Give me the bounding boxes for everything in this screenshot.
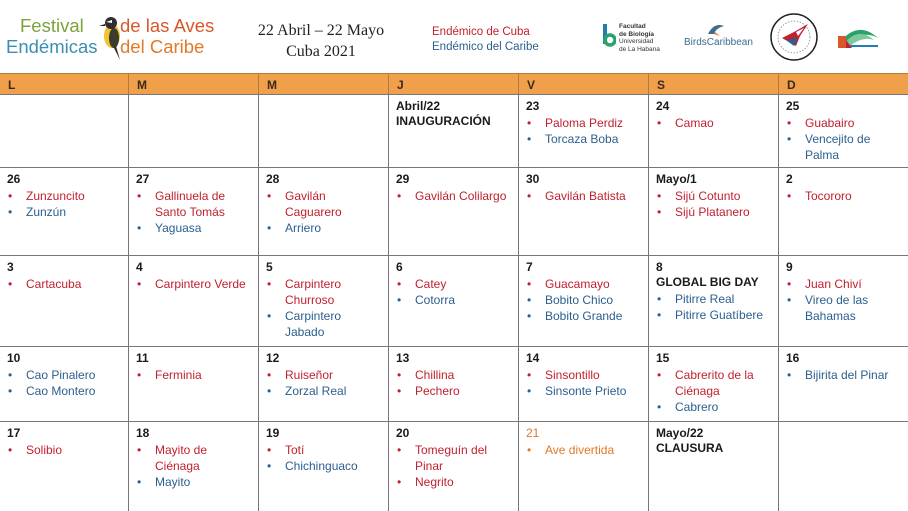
bird-item: • Tomeguín del Pinar xyxy=(396,442,512,474)
calendar-day-cell xyxy=(649,422,779,511)
facultad-line-3: Universidad xyxy=(619,38,654,45)
day-number: 19 xyxy=(266,426,280,440)
calendar-day-cell xyxy=(129,95,259,167)
bird-item: • Negrito xyxy=(396,474,512,490)
bird-list xyxy=(266,188,382,236)
day-header-wednesday: M xyxy=(259,74,389,94)
day-number: 23 xyxy=(526,99,540,113)
bird-item: • Guabairo xyxy=(786,115,902,131)
facultad-biologia-logo xyxy=(602,22,666,54)
calendar-day-cell xyxy=(0,422,129,511)
bird-item: • Cartacuba xyxy=(7,276,122,292)
bird-list xyxy=(656,188,772,220)
bird-list xyxy=(7,367,122,399)
calendar-day-cell xyxy=(779,168,908,255)
calendar-day-cell xyxy=(779,347,908,421)
calendar-day-cell xyxy=(129,422,259,511)
day-number: 20 xyxy=(396,426,410,440)
sponsor-logos xyxy=(600,12,900,62)
bird-item: • Chillina xyxy=(396,367,512,383)
calendar-day-cell xyxy=(259,95,389,167)
calendar-day-cell xyxy=(129,168,259,255)
bird-item: • Zunzún xyxy=(7,204,122,220)
bird-item: • Pitirre Real xyxy=(656,291,772,307)
bird-list xyxy=(136,276,252,292)
calendar-day-cell xyxy=(519,256,649,346)
bird-item: • Paloma Perdiz xyxy=(526,115,642,131)
bird-item: • Ave divertida xyxy=(526,442,642,458)
calendar-week xyxy=(0,256,908,347)
calendar-day-cell xyxy=(779,95,908,167)
calendar-week xyxy=(0,168,908,256)
bird-list xyxy=(7,442,122,458)
bird-list xyxy=(396,276,512,308)
calendar-day-cell xyxy=(519,168,649,255)
day-number: 30 xyxy=(526,172,540,186)
bird-list xyxy=(396,188,512,204)
bird-item: • Gavilán Colilargo xyxy=(396,188,512,204)
bird-item: • Cabrerito de la Ciénaga xyxy=(656,367,772,399)
bird-item: • Bobito Grande xyxy=(526,308,642,324)
calendar-day-cell xyxy=(259,168,389,255)
bird-list xyxy=(786,188,902,204)
calendar-day-cell xyxy=(389,347,519,421)
calendar-week xyxy=(0,422,908,511)
bird-list xyxy=(136,442,252,490)
calendar-day-cell xyxy=(649,95,779,167)
day-number: 9 xyxy=(786,260,793,274)
bird-item: • Zunzuncito xyxy=(7,188,122,204)
day-number: 12 xyxy=(266,351,280,365)
day-header-monday: L xyxy=(0,74,129,94)
calendar-day-cell xyxy=(389,95,519,167)
calendar-week xyxy=(0,95,908,168)
bird-logo-icon xyxy=(98,14,126,62)
day-number: 18 xyxy=(136,426,150,440)
legend-cuba: Endémico de Cuba xyxy=(432,26,530,38)
festival-dates xyxy=(236,20,406,62)
bird-item: • Solibio xyxy=(7,442,122,458)
day-header-row xyxy=(0,73,908,95)
bird-item: • Cabrero xyxy=(656,399,772,415)
date-range: 22 Abril – 22 Mayo xyxy=(257,22,385,39)
bird-list xyxy=(396,442,512,490)
aves-cuba-logo xyxy=(834,20,882,52)
calendar-day-cell xyxy=(389,422,519,511)
event-note: INAUGURACIÓN xyxy=(396,114,491,128)
title-festival: Festival xyxy=(20,15,84,36)
birds-caribbean-logo xyxy=(684,22,762,54)
bird-item: • Mayito de Ciénaga xyxy=(136,442,252,474)
calendar-day-cell xyxy=(779,256,908,346)
calendar-day-cell xyxy=(129,347,259,421)
facultad-line-4: de La Habana xyxy=(619,45,660,53)
bird-list xyxy=(656,367,772,415)
calendar-day-cell xyxy=(649,347,779,421)
bird-item: • Carpintero Churroso xyxy=(266,276,382,308)
bird-list xyxy=(786,276,902,324)
calendar-day-cell xyxy=(129,256,259,346)
bird-item: • Carpintero Verde xyxy=(136,276,252,292)
bird-list xyxy=(266,442,382,474)
bird-item: • Sinsontillo xyxy=(526,367,642,383)
birds-caribbean-text: BirdsCaribbean xyxy=(684,37,753,48)
day-number: 25 xyxy=(786,99,800,113)
bird-item: • Bobito Chico xyxy=(526,292,642,308)
bird-list xyxy=(266,367,382,399)
bird-list xyxy=(526,276,642,324)
sociedad-zoologica-logo xyxy=(768,12,820,62)
day-number: Abril/22 xyxy=(396,99,441,113)
bird-item: • Cotorra xyxy=(396,292,512,308)
calendar-day-cell xyxy=(0,168,129,255)
calendar-day-cell xyxy=(259,347,389,421)
bird-item: • Arriero xyxy=(266,220,382,236)
bird-list xyxy=(656,291,772,323)
bird-item: • Cao Pinalero xyxy=(7,367,122,383)
day-number: 3 xyxy=(7,260,14,274)
legend-caribe: Endémico del Caribe xyxy=(432,41,539,53)
place-year: Cuba 2021 xyxy=(286,43,356,60)
bird-item: • Tocororo xyxy=(786,188,902,204)
bird-item: • Vireo de las Bahamas xyxy=(786,292,902,324)
day-number: 6 xyxy=(396,260,403,274)
day-number: 26 xyxy=(7,172,21,186)
facultad-mark-icon xyxy=(602,24,616,48)
day-number: 21 xyxy=(526,426,540,440)
event-note: GLOBAL BIG DAY xyxy=(656,275,759,289)
calendar-day-cell xyxy=(519,422,649,511)
facultad-line-1: Facultad xyxy=(619,23,646,30)
day-number: 17 xyxy=(7,426,21,440)
day-number: 27 xyxy=(136,172,150,186)
bird-item: • Pitirre Guatíbere xyxy=(656,307,772,323)
day-number: 11 xyxy=(136,351,149,365)
bird-list xyxy=(526,115,642,147)
calendar-day-cell xyxy=(779,422,908,511)
bird-item: • Cao Montero xyxy=(7,383,122,399)
calendar-day-cell xyxy=(0,95,129,167)
birds-caribbean-bird-icon xyxy=(706,22,726,38)
bird-item: • Pechero xyxy=(396,383,512,399)
day-number: Mayo/1 xyxy=(656,172,697,186)
bird-item: • Juan Chiví xyxy=(786,276,902,292)
bird-item: • Catey xyxy=(396,276,512,292)
bird-list xyxy=(7,276,122,292)
calendar-day-cell xyxy=(389,256,519,346)
calendar-day-cell xyxy=(259,422,389,511)
calendar-week xyxy=(0,347,908,422)
bird-list xyxy=(786,367,902,383)
bird-item: • Gavilán Batista xyxy=(526,188,642,204)
bird-list xyxy=(526,188,642,204)
day-number: 5 xyxy=(266,260,273,274)
bird-item: • Sinsonte Prieto xyxy=(526,383,642,399)
bird-item: • Bijirita del Pinar xyxy=(786,367,902,383)
bird-list xyxy=(526,442,642,458)
bird-item: • Yaguasa xyxy=(136,220,252,236)
calendar-day-cell xyxy=(389,168,519,255)
day-number: 29 xyxy=(396,172,410,186)
title-endemicas: Endémicas xyxy=(6,36,98,57)
calendar-weeks xyxy=(0,95,908,511)
day-number: 4 xyxy=(136,260,143,274)
bird-item: • Totí xyxy=(266,442,382,458)
calendar-day-cell xyxy=(649,256,779,346)
day-header-saturday: S xyxy=(649,74,779,94)
bird-list xyxy=(266,276,382,340)
day-number: 10 xyxy=(7,351,21,365)
calendar-grid xyxy=(0,73,908,511)
bird-item: • Ruiseñor xyxy=(266,367,382,383)
facultad-line-2: de Biología xyxy=(619,30,655,38)
day-header-friday: V xyxy=(519,74,649,94)
day-header-sunday: D xyxy=(787,78,796,92)
day-number: 8 xyxy=(656,260,663,274)
calendar-day-cell xyxy=(649,168,779,255)
day-number: 14 xyxy=(526,351,540,365)
bird-item: • Mayito xyxy=(136,474,252,490)
title-de-las-aves: de las Aves xyxy=(120,15,215,36)
bird-list xyxy=(786,115,902,163)
bird-list xyxy=(7,188,122,220)
day-number: Mayo/22 xyxy=(656,426,704,440)
bird-list xyxy=(656,115,772,131)
bird-item: • Sijú Cotunto xyxy=(656,188,772,204)
day-header-thursday: J xyxy=(389,74,519,94)
event-note: CLAUSURA xyxy=(656,441,724,455)
bird-list xyxy=(136,188,252,236)
calendar-day-cell xyxy=(259,256,389,346)
bird-list xyxy=(396,367,512,399)
festival-title xyxy=(6,12,221,62)
bird-item: • Carpintero Jabado xyxy=(266,308,382,340)
day-number: 2 xyxy=(786,172,793,186)
calendar-day-cell xyxy=(519,347,649,421)
bird-item: • Guacamayo xyxy=(526,276,642,292)
color-legend xyxy=(432,25,539,55)
bird-item: • Gallinuela de Santo Tomás xyxy=(136,188,252,220)
bird-item: • Chichinguaco xyxy=(266,458,382,474)
bird-item: • Torcaza Boba xyxy=(526,131,642,147)
day-number: 15 xyxy=(656,351,670,365)
bird-item: • Camao xyxy=(656,115,772,131)
day-number: 24 xyxy=(656,99,670,113)
header xyxy=(0,0,908,70)
day-number: 28 xyxy=(266,172,280,186)
title-del-caribe: del Caribe xyxy=(120,36,205,57)
calendar-day-cell xyxy=(0,347,129,421)
bird-item: • Sijú Platanero xyxy=(656,204,772,220)
day-number: 13 xyxy=(396,351,410,365)
day-header-tuesday: M xyxy=(129,74,259,94)
calendar-day-cell xyxy=(0,256,129,346)
bird-item: • Vencejito de Palma xyxy=(786,131,902,163)
calendar-day-cell xyxy=(519,95,649,167)
bird-item: • Gavilán Caguarero xyxy=(266,188,382,220)
bird-list xyxy=(136,367,252,383)
bird-list xyxy=(526,367,642,399)
day-number: 7 xyxy=(526,260,533,274)
bird-item: • Ferminia xyxy=(136,367,252,383)
bird-item: • Zorzal Real xyxy=(266,383,382,399)
day-number: 16 xyxy=(786,351,800,365)
